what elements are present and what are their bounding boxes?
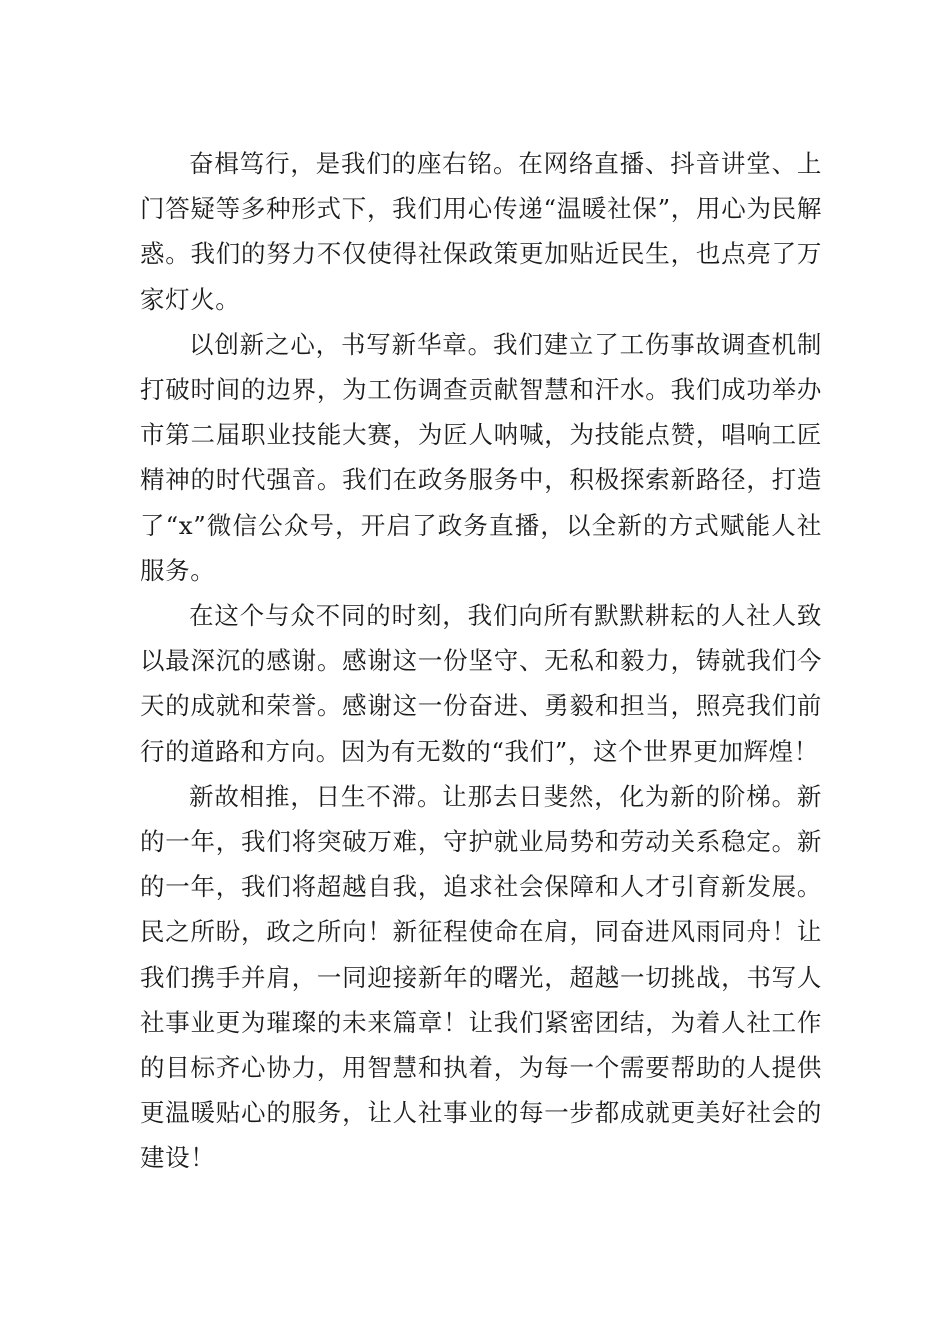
document-body <box>140 141 822 1181</box>
paragraph-1: 奋楫笃行，是我们的座右铭。在网络直播、抖音讲堂、上门答疑等多种形式下，我们用心传递“温暖社保”，用心为民解惑。我们的努力不仅使得社保政策更加贴近民生，也点亮了万家灯火。 <box>140 149 822 314</box>
paragraph-2: 以创新之心，书写新华章。我们建立了工伤事故调查机制打破时间的边界，为工伤调查贡献智慧和汗水。我们成功举办市第二届职业技能大赛，为匠人呐喊，为技能点赞，唱响工匠精神的时代强音。我们在政务服务中，积极探索新路径，打造了“x”微信公众号，开启了政务直播，以全新的方式赋能人社服务。 <box>140 329 822 585</box>
paragraph-4: 新故相推，日生不滞。让那去日斐然，化为新的阶梯。新的一年，我们将突破万难，守护就业局势和劳动关系稳定。新的一年，我们将超越自我，追求社会保障和人才引育新发展。民之所盼，政之所向！新征程使命在肩，同奋进风雨同舟！让我们携手并肩，一同迎接新年的曙光，超越一切挑战，书写人社事业更为璀璨的未来篇章！让我们紧密团结，为着人社工作的目标齐心协力，用智慧和执着，为每一个需要帮助的人提供更温暖贴心的服务，让人社事业的每一步都成就更美好社会的建设！ <box>140 781 822 1173</box>
paragraph-3: 在这个与众不同的时刻，我们向所有默默耕耘的人社人致以最深沉的感谢。感谢这一份坚守、无私和毅力，铸就我们今天的成就和荣誉。感谢这一份奋进、勇毅和担当，照亮我们前行的道路和方向。因为有无数的“我们”，这个世界更加辉煌！ <box>140 601 822 766</box>
